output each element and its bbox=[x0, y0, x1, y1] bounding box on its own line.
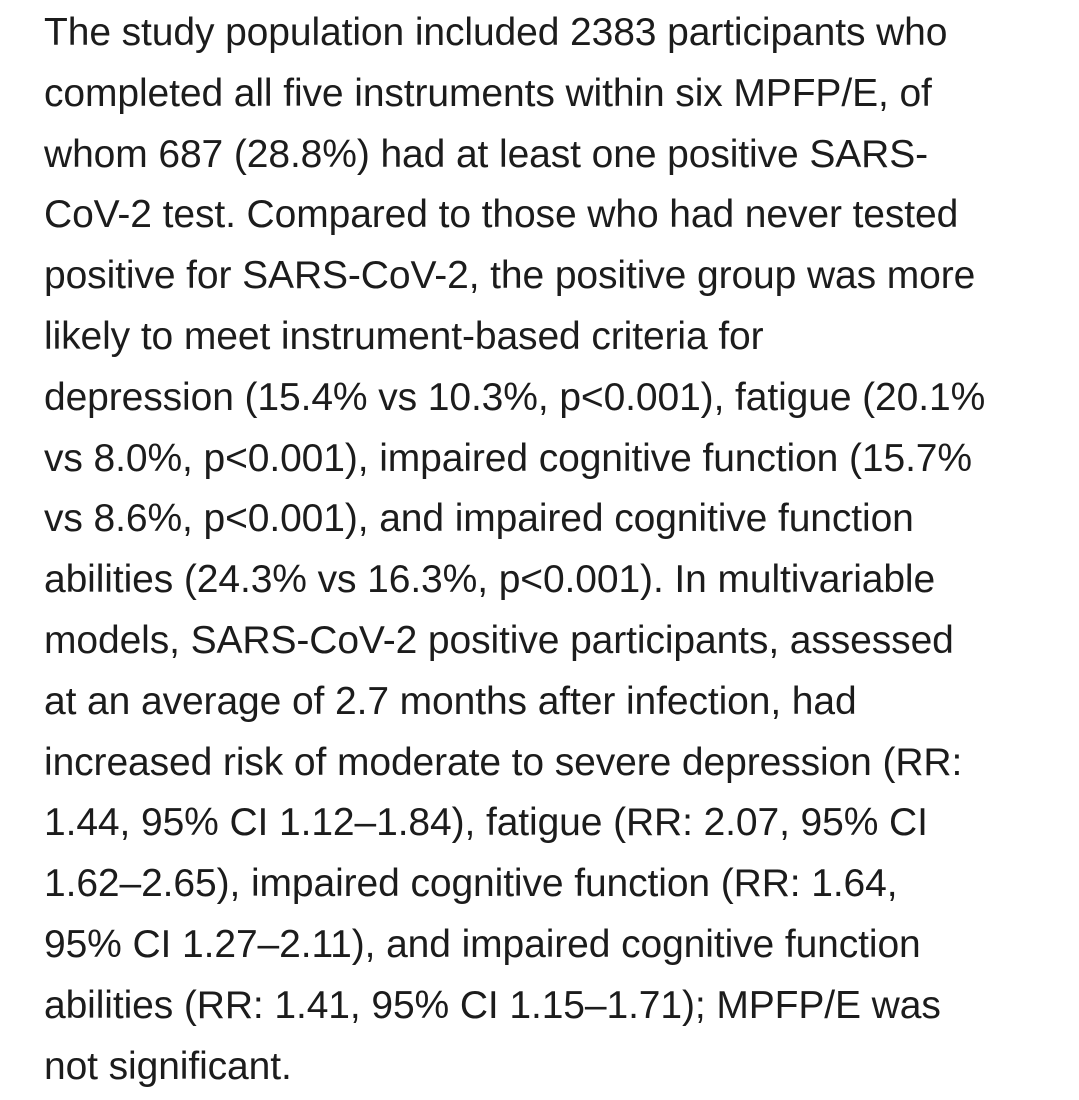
text-line: 1.44, 95% CI 1.12–1.84), fatigue (RR: 2.07, 95% CI bbox=[44, 801, 928, 845]
text-line: The study population included 2383 participants who bbox=[44, 11, 948, 54]
text-line: CoV-2 test. Compared to those who had never tested bbox=[44, 193, 959, 237]
paragraph-text bbox=[44, 3, 1054, 1097]
text-line: whom 687 (28.8%) had at least one positive SARS- bbox=[44, 132, 929, 176]
text-line: 95% CI 1.27–2.11), and impaired cognitive function bbox=[44, 922, 921, 966]
text-line: completed all five instruments within six MPFP/E, of bbox=[44, 71, 932, 115]
text-line: vs 8.6%, p<0.001), and impaired cognitive function bbox=[44, 497, 914, 541]
text-line: depression (15.4% vs 10.3%, p<0.001), fatigue (20.1% bbox=[44, 375, 986, 419]
text-line: likely to meet instrument-based criteria for bbox=[44, 314, 764, 358]
text-line: 1.62–2.65), impaired cognitive function (RR: 1.64, bbox=[44, 862, 898, 906]
text-line: positive for SARS-CoV-2, the positive group was more bbox=[44, 254, 976, 298]
text-line: models, SARS-CoV-2 positive participants, assessed bbox=[44, 618, 954, 662]
text-line: vs 8.0%, p<0.001), impaired cognitive function (15.7% bbox=[44, 436, 972, 480]
text-line: abilities (24.3% vs 16.3%, p<0.001). In multivariable bbox=[44, 558, 936, 602]
text-line: not significant. bbox=[44, 1044, 292, 1088]
text-line: abilities (RR: 1.41, 95% CI 1.15–1.71); MPFP/E was bbox=[44, 983, 941, 1027]
text-line: at an average of 2.7 months after infection, had bbox=[44, 679, 857, 723]
text-line: increased risk of moderate to severe depression (RR: bbox=[44, 740, 963, 784]
